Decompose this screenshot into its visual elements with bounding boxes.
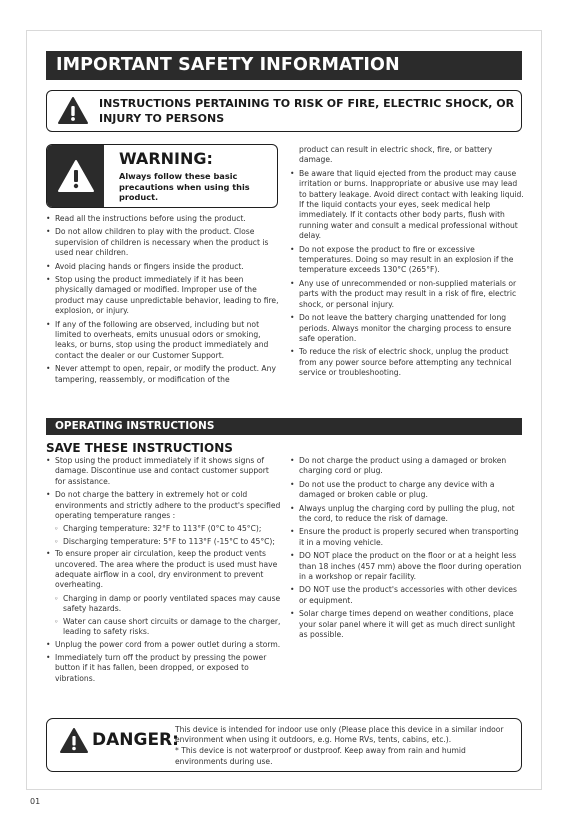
list-item: • Do not leave the battery charging unattended for long periods. Always monitor the charging process to ensure safe operation. (290, 313, 525, 344)
danger-text (175, 725, 515, 767)
list-item: • Ensure the product is properly secured when transporting it in a moving vehicle. (290, 527, 525, 548)
danger-heading: DANGER: (92, 730, 179, 750)
list-item: • Do not expose the product to fire or excessive temperatures. Doing so may result in an explosion if the temperature exceeds 130°C (265°F). (290, 245, 525, 276)
risk-heading-line-2: INJURY TO PERSONS (99, 112, 225, 125)
danger-line-1: This device is intended for indoor use only (Please place this device in a similar indoor environment when using it outdoors, e.g. Home RVs, tents, cabins, etc.). (175, 725, 504, 745)
operating-list-left (46, 456, 281, 687)
page-title: IMPORTANT SAFETY INFORMATION (46, 51, 522, 80)
list-item: • Do not charge the battery in extremely hot or cold environments and strictly adhere to the product's specified operating temperature ranges : (46, 490, 281, 521)
risk-heading-line-1: INSTRUCTIONS PERTAINING TO RISK OF FIRE, ELECTRIC SHOCK, OR (99, 97, 515, 110)
list-item: • To ensure proper air circulation, keep the product vents uncovered. The area where the product is used must have adequate airflow in a cool, dry environment to prevent overheating. (46, 549, 281, 591)
danger-line-2: * This device is not waterproof or dustproof. Keep away from rain and humid environments during use. (175, 746, 466, 766)
list-item: • Avoid placing hands or fingers inside the product. (46, 262, 281, 272)
sub-list-item: ◦ Discharging temperature: 5°F to 113°F (-15°C to 45°C); (46, 537, 281, 547)
list-item: • Be aware that liquid ejected from the product may cause irritation or burns. Inappropriate or abusive use may lead to battery leakage. Avoid direct contact with leaking liquid. If the liquid contacts your eyes, seek medical help immediately. If it contacts other body parts, flush with running water and consult a medical professional without delay. (290, 169, 525, 242)
warning-triangle-icon (57, 159, 95, 193)
warning-triangle-icon (57, 96, 89, 126)
warning-triangle-icon (59, 727, 89, 755)
list-item-continuation: product can result in electric shock, fire, or battery damage. (299, 145, 493, 165)
warning-icon-panel (47, 145, 104, 207)
safety-list-right (290, 145, 525, 382)
save-instructions-heading: SAVE THESE INSTRUCTIONS (46, 441, 233, 455)
risk-heading (99, 96, 514, 126)
list-item: • Always unplug the charging cord by pulling the plug, not the cord, to reduce the risk of damage. (290, 504, 525, 525)
safety-list-left (46, 214, 281, 388)
list-item: • Solar charge times depend on weather conditions, place your solar panel where it will get as much direct sunlight as possible. (290, 609, 525, 640)
operating-instructions-heading: OPERATING INSTRUCTIONS (46, 418, 522, 435)
list-item: • Do not charge the product using a damaged or broken charging cord or plug. (290, 456, 525, 477)
list-item: • Read all the instructions before using the product. (46, 214, 281, 224)
list-item: • Do not allow children to play with the product. Close supervision of children is necessary when the product is used near children. (46, 227, 281, 258)
list-item: • DO NOT place the product on the floor or at a height less than 18 inches (457 mm) above the floor during operation in a workshop or repair facility. (290, 551, 525, 582)
list-item: • Immediately turn off the product by pressing the power button if it has fallen, been dropped, or exposed to vibrations. (46, 653, 281, 684)
operating-list-right (290, 456, 525, 644)
danger-box (46, 718, 522, 772)
list-item: • Unplug the power cord from a power outlet during a storm. (46, 640, 281, 650)
sub-list-item: ◦ Charging in damp or poorly ventilated spaces may cause safety hazards. (46, 594, 281, 615)
list-item: • Do not use the product to charge any device with a damaged or broken cable or plug. (290, 480, 525, 501)
list-item: • If any of the following are observed, including but not limited to overheats, emits unusual odors or smoking, leaks, or burns, stop using the product immediately and contact the dealer or our Customer Support. (46, 320, 281, 362)
risk-notice-box (46, 90, 522, 132)
list-item: • To reduce the risk of electric shock, unplug the product from any power source before attempting any technical service or troubleshooting. (290, 347, 525, 378)
sub-list-item: ◦ Charging temperature: 32°F to 113°F (0°C to 45°C); (46, 524, 281, 534)
list-item: • Never attempt to open, repair, or modify the product. Any tampering, reassembly, or modification of the (46, 364, 281, 385)
list-item: • Any use of unrecommended or non-supplied materials or parts with the product may result in a risk of fire, electric shock, or personal injury. (290, 279, 525, 310)
warning-subtext: Always follow these basic precautions when using this product. (119, 171, 250, 202)
page-number: 01 (30, 797, 41, 806)
list-item: • Stop using the product immediately if it has been physically damaged or modified. Improper use of the product may cause unpredictable behavior, leading to fire, explosion, or injury. (46, 275, 281, 317)
sub-list-item: ◦ Water can cause short circuits or damage to the charger, leading to safety risks. (46, 617, 281, 638)
warning-box (46, 144, 278, 208)
warning-heading: WARNING: (119, 149, 213, 168)
list-item: • Stop using the product immediately if it shows signs of damage. Discontinue use and contact customer support for assistance. (46, 456, 281, 487)
list-item: • DO NOT use the product's accessories with other devices or equipment. (290, 585, 525, 606)
